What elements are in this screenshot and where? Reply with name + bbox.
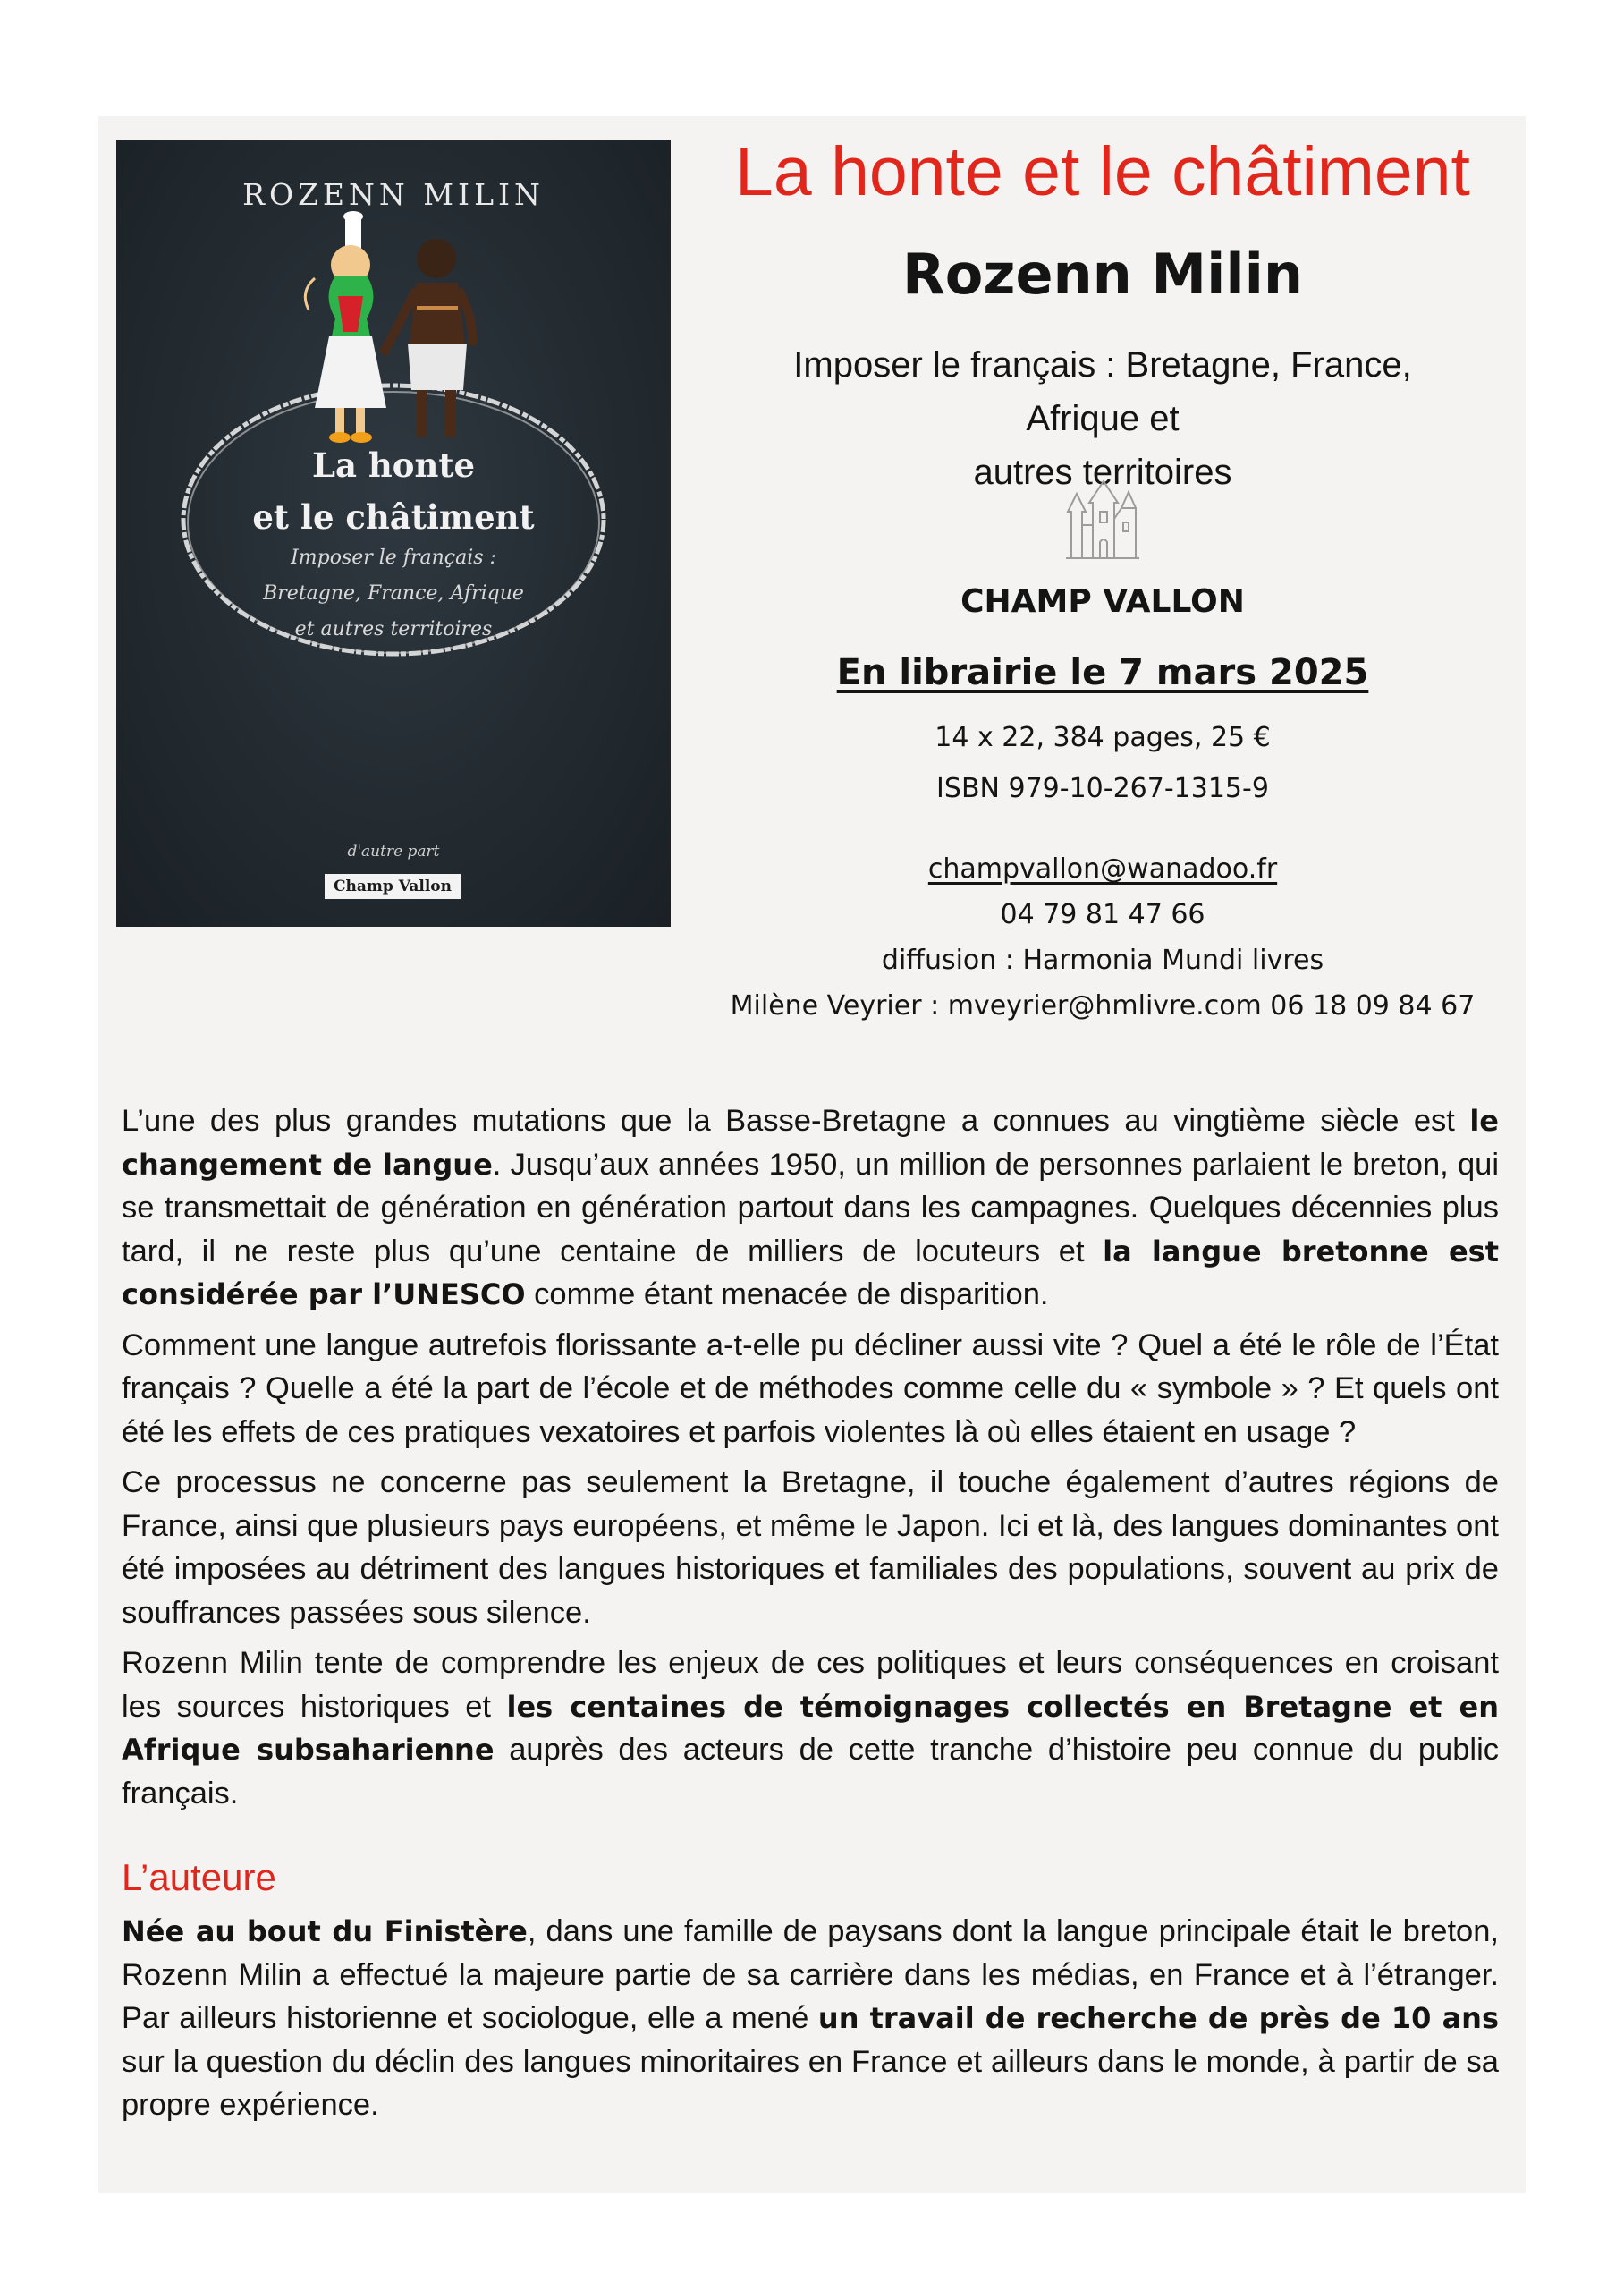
release-date-text: En librairie le 7 mars 2025 (836, 652, 1369, 693)
cover-author: ROZENN MILIN (242, 177, 545, 212)
author-section-title: L’auteure (122, 1856, 276, 1898)
diffusion-line: diffusion : Harmonia Mundi livres (881, 945, 1324, 976)
contact-phone: 04 79 81 47 66 (1000, 899, 1205, 930)
book-title: La honte et le châtiment (735, 133, 1470, 210)
contact-email-link[interactable]: champvallon@wanadoo.fr (927, 853, 1278, 885)
book-description (122, 1099, 1499, 1822)
text-bold: le changement de langue (122, 1104, 1499, 1182)
cover-title-line: et le châtiment (252, 497, 535, 537)
text-bold: les centaines de témoignages collectés en Bretagne et en Afrique subsaharienne (122, 1689, 1499, 1767)
book-cover (116, 140, 671, 927)
castle-icon (1066, 476, 1139, 560)
text-bold: un travail de recherche de près de 10 ans (817, 2001, 1499, 2035)
text-run: sur la question du déclin des langues minoritaires en France et ailleurs dans le monde, à partir de sa propre expérience. (122, 2044, 1499, 2122)
release-date (680, 648, 1526, 698)
publisher-name: CHAMP VALLON (960, 583, 1245, 620)
cover-title-line: La honte (312, 445, 475, 485)
description-paragraph (122, 1099, 1499, 1317)
cover-publisher: Champ Vallon (325, 874, 461, 899)
cover-subtitle-line: Bretagne, France, Afrique (263, 582, 524, 605)
text-run: , dans une famille de paysans dont la langue principale était le breton, Rozenn Milin a effectué la majeure partie de sa carrière dans les médias, en France et à l’étranger. Par ailleurs historienne et sociologue, elle a mené (122, 1914, 1499, 2035)
text-bold: Née au bout du Finistère (122, 1914, 528, 1948)
text-run: auprès des acteurs de cette tranche d’histoire peu connue du public français. (122, 1733, 1499, 1811)
text-run: comme étant menacée de disparition. (525, 1277, 1049, 1311)
description-paragraph (122, 1641, 1499, 1815)
text-bold: la langue bretonne est considérée par l’UNESCO (122, 1234, 1499, 1311)
text-run: . Jusqu’aux années 1950, un million de personnes parlaient le breton, qui se transmettait de génération en génération partout dans les campagnes. Quelques décennies plus tard, il ne reste plus qu’une centaine de milliers de locuteurs et (122, 1147, 1500, 1268)
document-page (98, 116, 1526, 2193)
cover-subtitle (116, 540, 671, 648)
press-contact: Milène Veyrier : mveyrier@hmlivre.com 06 18 09 84 67 (730, 990, 1476, 1022)
text-run: Rozenn Milin tente de comprendre les enjeux de ces politiques et leurs conséquences en croisant les sources historiques et (122, 1646, 1499, 1724)
text-run: L’une des plus grandes mutations que la Basse-Bretagne a connues au vingtième siècle est (122, 1104, 1470, 1138)
description-paragraph: Comment une langue autrefois florissante a-t-elle pu décliner aussi vite ? Quel a été le rôle de l’État français ? Quelle a été la part de l’école et de méthodes comme celle du « symbole » ? Et quels ont été les effets de ces pratiques vexatoires et parfois violentes là où elles étaient en usage ? (122, 1327, 1499, 1449)
book-subtitle-line: Imposer le français : Bretagne, France, Afrique et (793, 345, 1412, 438)
cover-title (116, 439, 671, 543)
book-subtitle-line: autres territoires (973, 453, 1232, 492)
author-bio (122, 1910, 1499, 2127)
book-subtitle (751, 338, 1454, 499)
author-name: Rozenn Milin (902, 242, 1303, 307)
book-isbn: ISBN 979-10-267-1315-9 (936, 773, 1269, 804)
cover-series: d'autre part (347, 843, 440, 861)
book-format: 14 x 22, 384 pages, 25 € (935, 722, 1271, 753)
cover-subtitle-line: et autres territoires (294, 618, 493, 640)
cover-subtitle-line: Imposer le français : (291, 547, 496, 569)
description-paragraph: Ce processus ne concerne pas seulement la Bretagne, il touche également d’autres régions de France, ainsi que plusieurs pays européens, et même le Japon. Ici et là, des langues dominantes ont été imposées au détriment des langues historiques et familiales des populations, souvent au prix de souffrances passées sous silence. (122, 1465, 1499, 1630)
contact-email-line (680, 851, 1526, 888)
